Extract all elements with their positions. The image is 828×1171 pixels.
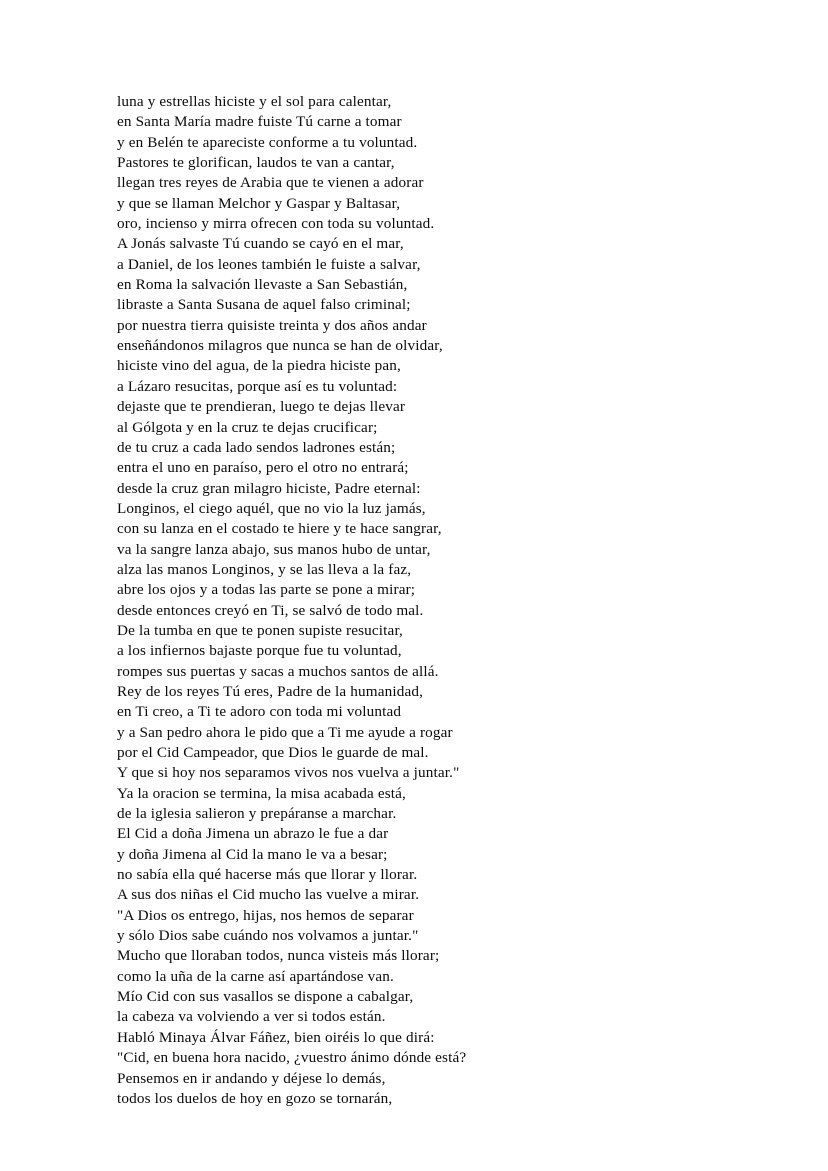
poem-line: en Santa María madre fuiste Tú carne a tomar: [117, 113, 402, 131]
poem-line: dejaste que te prendieran, luego te dejas llevar: [117, 398, 406, 416]
poem-line: Y que si hoy nos separamos vivos nos vuelva a juntar.": [117, 764, 460, 782]
poem-line: la cabeza va volviendo a ver si todos están.: [117, 1008, 386, 1026]
poem-line: El Cid a doña Jimena un abrazo le fue a dar: [117, 825, 389, 843]
poem-line: de la iglesia salieron y prepáranse a marchar.: [117, 805, 397, 823]
poem-line: Ya la oracion se termina, la misa acabada está,: [117, 784, 406, 802]
poem-line: Mucho que lloraban todos, nunca visteis más llorar;: [117, 947, 440, 965]
poem-line: Longinos, el ciego aquél, que no vio la luz jamás,: [117, 499, 426, 517]
poem-line: a Daniel, de los leones también le fuiste a salvar,: [117, 255, 421, 273]
poem-line: por nuestra tierra quisiste treinta y dos años andar: [117, 316, 427, 334]
poem-line: y sólo Dios sabe cuándo nos volvamos a juntar.": [117, 927, 419, 945]
poem-line: A Jonás salvaste Tú cuando se cayó en el mar,: [117, 235, 404, 253]
poem-line: al Gólgota y en la cruz te dejas crucificar;: [117, 418, 378, 436]
poem-line: Habló Minaya Álvar Fáñez, bien oiréis lo que dirá:: [117, 1028, 435, 1046]
poem-line: entra el uno en paraíso, pero el otro no entrará;: [117, 459, 409, 477]
poem-line: rompes sus puertas y sacas a muchos santos de allá.: [117, 662, 439, 680]
poem-line: desde la cruz gran milagro hiciste, Padre eternal:: [117, 479, 421, 497]
poem-line: a los infiernos bajaste porque fue tu voluntad,: [117, 642, 402, 660]
poem-line: como la uña de la carne así apartándose van.: [117, 967, 394, 985]
poem-line: enseñándonos milagros que nunca se han de olvidar,: [117, 337, 443, 355]
poem-line: Pastores te glorifican, laudos te van a cantar,: [117, 154, 395, 172]
poem-line: y a San pedro ahora le pido que a Ti me ayude a rogar: [117, 723, 453, 741]
poem-line: alza las manos Longinos, y se las lleva a la faz,: [117, 560, 412, 578]
poem-line: y que se llaman Melchor y Gaspar y Baltasar,: [117, 194, 401, 212]
poem-line: Rey de los reyes Tú eres, Padre de la humanidad,: [117, 682, 424, 700]
poem-line: y en Belén te apareciste conforme a tu voluntad.: [117, 133, 418, 151]
poem-line: Mío Cid con sus vasallos se dispone a cabalgar,: [117, 988, 414, 1006]
poem-line: libraste a Santa Susana de aquel falso criminal;: [117, 296, 411, 314]
poem-line: llegan tres reyes de Arabia que te vienen a adorar: [117, 174, 424, 192]
poem-line: hiciste vino del agua, de la piedra hiciste pan,: [117, 357, 401, 375]
poem-line: en Ti creo, a Ti te adoro con toda mi voluntad: [117, 703, 402, 721]
poem-line: no sabía ella qué hacerse más que llorar y llorar.: [117, 866, 418, 884]
poem-line: va la sangre lanza abajo, sus manos hubo de untar,: [117, 540, 431, 558]
poem-line: con su lanza en el costado te hiere y te hace sangrar,: [117, 520, 442, 538]
poem-line: oro, incienso y mirra ofrecen con toda su voluntad.: [117, 215, 435, 233]
poem-line: desde entonces creyó en Ti, se salvó de todo mal.: [117, 601, 424, 619]
poem-line: "Cid, en buena hora nacido, ¿vuestro ánimo dónde está?: [117, 1049, 467, 1067]
poem-text-block: [117, 92, 737, 1109]
poem-line: De la tumba en que te ponen supiste resucitar,: [117, 621, 403, 639]
poem-line: "A Dios os entrego, hijas, nos hemos de separar: [117, 906, 414, 924]
poem-line: en Roma la salvación llevaste a San Sebastián,: [117, 276, 408, 294]
poem-line: Pensemos en ir andando y déjese lo demás,: [117, 1069, 386, 1087]
poem-line: por el Cid Campeador, que Dios le guarde de mal.: [117, 744, 429, 761]
poem-line: y doña Jimena al Cid la mano le va a besar;: [117, 845, 388, 863]
poem-line: todos los duelos de hoy en gozo se tornarán,: [117, 1089, 393, 1107]
poem-line: abre los ojos y a todas las parte se pone a mirar;: [117, 581, 416, 599]
poem-line: A sus dos niñas el Cid mucho las vuelve a mirar.: [117, 886, 420, 904]
poem-line: a Lázaro resucitas, porque así es tu voluntad:: [117, 377, 398, 395]
poem-line: de tu cruz a cada lado sendos ladrones están;: [117, 438, 396, 456]
poem-line: luna y estrellas hiciste y el sol para calentar,: [117, 93, 392, 110]
